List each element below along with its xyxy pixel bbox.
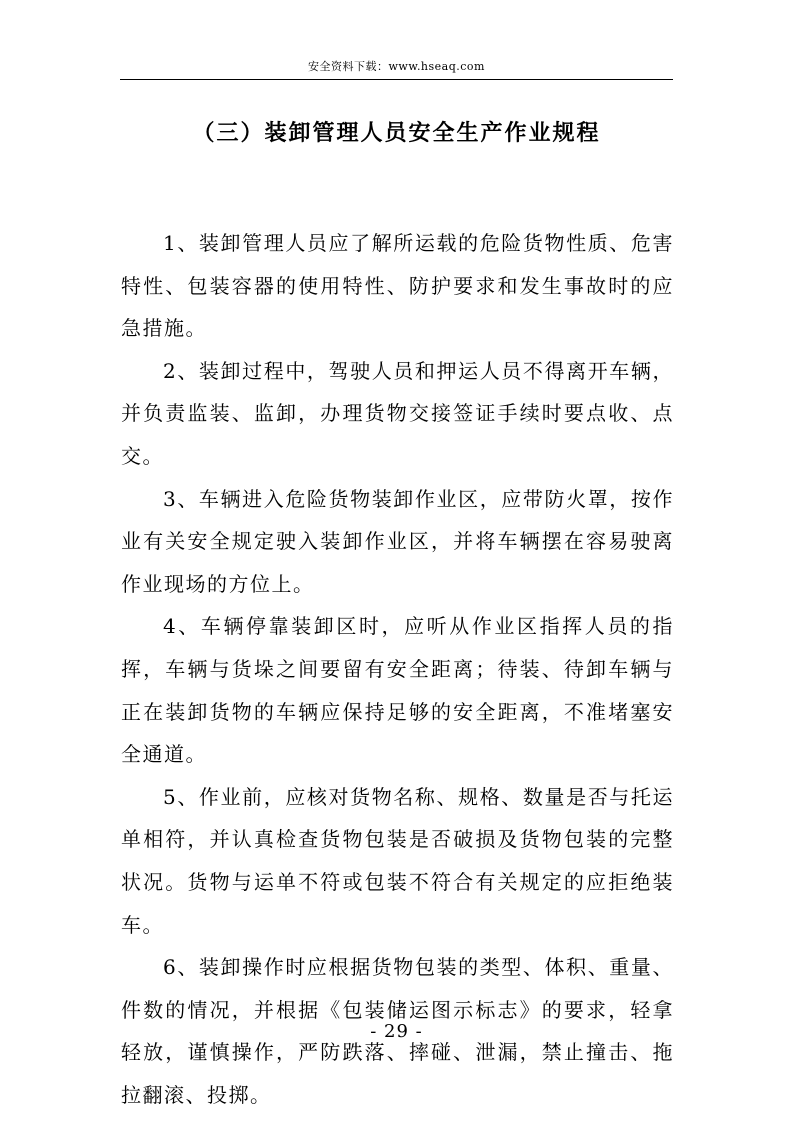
page-header: 安全资料下载：www.hseaq.com <box>308 60 485 73</box>
section-title: （三）装卸管理人员安全生产作业规程 <box>192 121 601 146</box>
page-number: - 29 - <box>370 1021 423 1042</box>
paragraph-1: 1、装卸管理人员应了解所运载的危险货物性质、危害特性、包装容器的使用特性、防护要求和发生事故时的应急措施。 <box>121 231 674 341</box>
paragraph-3: 3、车辆进入危险货物装卸作业区，应带防火罩，按作业有关安全规定驶入装卸作业区，并将车辆摆在容易驶离作业现场的方位上。 <box>121 486 674 596</box>
paragraph-2: 2、装卸过程中，驾驶人员和押运人员不得离开车辆，并负责监装、监卸，办理货物交接签证手续时要点收、点交。 <box>121 358 674 468</box>
paragraph-4: 4、车辆停靠装卸区时，应听从作业区指挥人员的指挥，车辆与货垛之间要留有安全距离；待装、待卸车辆与正在装卸货物的车辆应保持足够的安全距离，不准堵塞安全通道。 <box>121 614 674 767</box>
paragraph-6: 6、装卸操作时应根据货物包装的类型、体积、重量、件数的情况，并根据《包装储运图示标志》的要求，轻拿轻放，谨慎操作，严防跌落、摔碰、泄漏，禁止撞击、拖拉翻滚、投掷。 <box>121 955 674 1107</box>
document-body <box>121 222 674 1116</box>
paragraph-5: 5、作业前，应核对货物名称、规格、数量是否与托运单相符，并认真检查货物包装是否破损及货物包装的完整状况。货物与运单不符或包装不符合有关规定的应拒绝装车。 <box>121 784 674 937</box>
header-divider <box>120 79 673 80</box>
